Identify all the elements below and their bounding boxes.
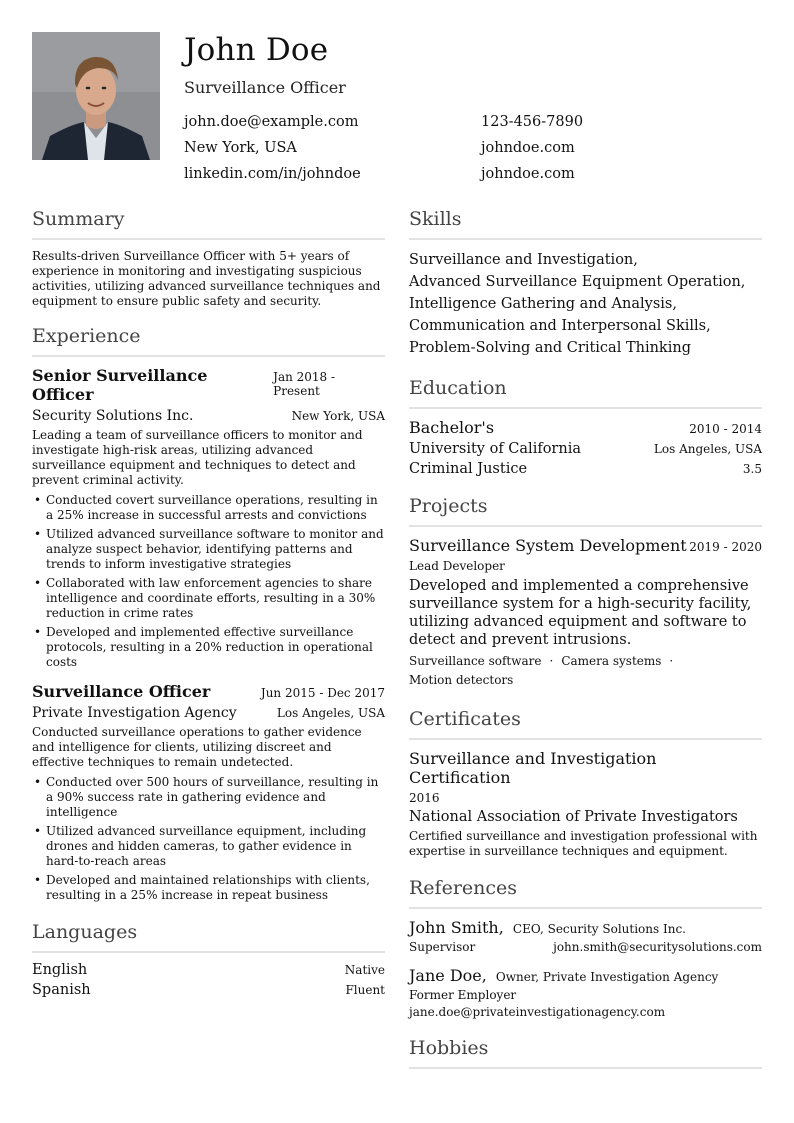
achievement-list [32,775,385,903]
summary-section [32,208,385,309]
language-name: Spanish [32,982,91,998]
language-name: English [32,962,88,978]
skills-section [409,208,762,359]
website-link-secondary[interactable]: johndoe.com [481,166,575,182]
language-row [32,982,385,998]
job-description: Leading a team of surveillance officers to monitor and investigate high-risk areas, utilizing advanced surveillance equipment and techniques to detect and prevent criminal activity. [32,428,363,487]
skill-item: Problem-Solving and Critical Thinking [409,340,691,356]
references-section [409,877,762,1019]
hobbies-heading: Hobbies [409,1037,762,1069]
achievement-item: • Utilized advanced surveillance software to monitor and analyze suspect behavior, identifying patterns and trends to inform investigative strategies [32,527,385,572]
language-level: Native [344,963,385,977]
certificates-heading: Certificates [409,708,762,740]
skill-item: Surveillance and Investigation, [409,252,638,268]
reference-position: CEO, Security Solutions Inc. [512,922,686,936]
experience-heading: Experience [32,325,385,357]
left-column [32,208,385,998]
keyword-tag: Surveillance software [409,654,542,668]
achievement-item: • Conducted over 500 hours of surveillance, resulting in a 90% success rate in gathering evidence and intelligence [32,775,385,820]
keyword-tag: Motion detectors [409,673,514,687]
reference-item [409,918,762,954]
certificate-name: Surveillance and Investigation Certification [409,749,657,787]
projects-heading: Projects [409,495,762,527]
company-name: Security Solutions Inc. [32,408,194,424]
project-dates: 2019 - 2020 [689,540,762,554]
field-of-study: Criminal Justice [409,461,528,477]
experience-section [32,325,385,903]
certificates-section [409,708,762,859]
linkedin-link[interactable]: linkedin.com/in/johndoe [184,166,361,182]
company-name: Private Investigation Agency [32,705,237,721]
languages-heading: Languages [32,921,385,953]
reference-email[interactable]: jane.doe@privateinvestigationagency.com [409,1005,666,1019]
project-role: Lead Developer [409,559,505,573]
job-title: Surveillance Officer [32,682,211,701]
language-row [32,962,385,978]
job-title-header: Surveillance Officer [184,78,346,97]
profile-photo [32,32,160,160]
achievement-item: • Collaborated with law enforcement agencies to share intelligence and coordinate efforts, resulting in a 30% reduction in crime rates [32,576,385,621]
reference-relation: Former Employer [409,988,517,1002]
experience-item [32,682,385,903]
achievement-list [32,493,385,670]
education-dates: 2010 - 2014 [689,422,762,436]
skill-item: Communication and Interpersonal Skills, [409,318,711,334]
education-section [409,377,762,477]
right-column [409,208,762,1078]
reference-name: Jane Doe, [409,966,487,985]
summary-text: Results-driven Surveillance Officer with 5+ years of experience in monitoring and investigating suspicious activities, utilizing advanced surveillance techniques and equipment to ensure public safety and security. [32,249,381,308]
summary-heading: Summary [32,208,385,240]
skill-item: Advanced Surveillance Equipment Operation, [409,274,746,290]
website-link[interactable]: johndoe.com [481,140,575,156]
skills-heading: Skills [409,208,762,240]
job-dates: Jan 2018 - Present [273,370,336,398]
school-name: University of California [409,441,581,457]
projects-section [409,495,762,690]
reference-email[interactable]: john.smith@securitysolutions.com [553,940,762,954]
achievement-item: • Utilized advanced surveillance equipment, including drones and hidden cameras, to gather evidence in hard-to-reach areas [32,824,385,869]
degree: Bachelor's [409,418,495,437]
skill-item: Intelligence Gathering and Analysis, [409,296,677,312]
experience-item [32,366,385,670]
project-keywords [409,652,762,690]
achievement-item: • Developed and maintained relationships with clients, resulting in a 25% increase in repeat business [32,873,385,903]
job-title: Senior Surveillance Officer [32,366,208,404]
reference-relation: Supervisor [409,940,476,954]
job-description: Conducted surveillance operations to gather evidence and intelligence for clients, utilizing discreet and effective techniques to remain undetected. [32,725,362,769]
hobbies-section [409,1037,762,1069]
education-heading: Education [409,377,762,409]
keyword-tag: Camera systems [561,654,662,668]
certificate-issuer: National Association of Private Investigators [409,809,738,825]
email-link[interactable]: john.doe@example.com [184,114,359,130]
gpa: 3.5 [742,462,762,476]
job-dates: Jun 2015 - Dec 2017 [260,686,385,700]
certificate-year: 2016 [409,791,440,805]
references-heading: References [409,877,762,909]
job-location: Los Angeles, USA [276,706,385,720]
achievement-item: • Conducted covert surveillance operations, resulting in a 25% increase in successful arrests and convictions [32,493,385,523]
school-location: Los Angeles, USA [653,442,762,456]
reference-item [409,966,762,1019]
project-name: Surveillance System Development [409,536,687,555]
reference-position: Owner, Private Investigation Agency [495,970,719,984]
language-level: Fluent [345,983,385,997]
candidate-name: John Doe [184,32,329,68]
job-location: New York, USA [291,409,385,423]
languages-section [32,921,385,998]
phone-number[interactable]: 123-456-7890 [481,114,584,130]
separator-dot: · [549,654,554,668]
separator-dot: · [669,654,674,668]
project-description: Developed and implemented a comprehensive surveillance system for a high-security facility, utilizing advanced equipment and software to detect and prevent intrusions. [409,578,752,648]
achievement-item: • Developed and implemented effective surveillance protocols, resulting in a 20% reduction in operational costs [32,625,385,670]
certificate-description: Certified surveillance and investigation professional with expertise in surveillance techniques and equipment. [409,829,758,858]
location: New York, USA [184,140,297,156]
reference-name: John Smith, [409,918,504,937]
